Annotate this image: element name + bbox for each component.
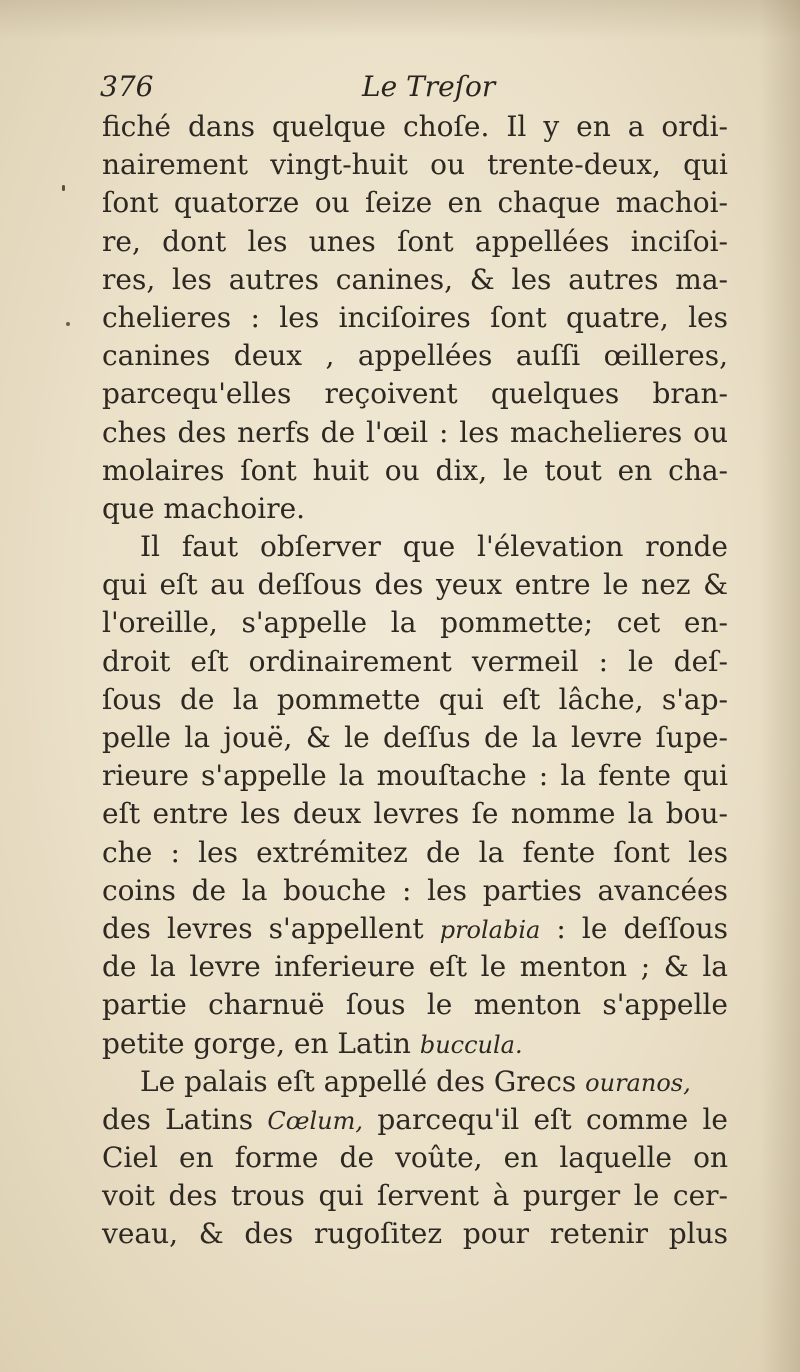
ink-speck (62, 185, 65, 191)
text-line: eſt entre les deux levres ſe nomme la bou- (102, 797, 728, 831)
text-line: ſont quatorze ou ſeize en chaque machoi- (102, 186, 728, 220)
text-line: que machoire. (102, 491, 306, 525)
ink-speck (66, 322, 70, 326)
text-line: petite gorge, en Latin buccula. (102, 1026, 523, 1060)
text-line: molaires ſont huit ou dix, le tout en cha- (102, 453, 728, 487)
latin-term: buccula. (419, 1030, 523, 1059)
text-line: voit des trous qui ſervent à purger le cer- (102, 1179, 728, 1213)
text-line: ches des nerfs de l'œil : les machelieres ou (102, 415, 728, 449)
text-line: pelle la jouë, & le deſſus de la levre ſupe- (102, 721, 728, 754)
text-line: res, les autres canines, & les autres ma- (102, 262, 728, 296)
text-line: rieure s'appelle la mouſtache : la fente qui (102, 759, 728, 793)
text-line: ſous de la pommette qui eſt lâche, s'ap- (102, 682, 728, 716)
page-gutter-shading (760, 0, 800, 1372)
latin-term: Cœlum, (267, 1106, 364, 1135)
body-text (102, 108, 728, 1254)
paragraph-first-line: Il faut obſerver que l'élevation ronde (140, 530, 728, 564)
text-line: re, dont les unes ſont appellées inciſoi- (102, 224, 728, 258)
text-line: fiché dans quelque choſe. Il y en a ordi- (102, 110, 728, 143)
text-line: chelieres : les inciſoires ſont quatre, les (102, 300, 728, 334)
paragraph-first-line: Le palais eſt appellé des Grecs ouranos, (140, 1064, 691, 1098)
text-line: des Latins Cœlum, parcequ'il eſt comme le (102, 1102, 729, 1136)
text-line: l'oreille, s'appelle la pommette; cet en- (102, 606, 728, 640)
latin-term: prolabia (439, 915, 541, 944)
running-head: Le Treſor (362, 70, 496, 103)
text-line: partie charnuë ſous le menton s'appelle (102, 988, 728, 1022)
text-line: nairement vingt-huit ou trente-deux, qui (102, 148, 728, 182)
page-top-shading (0, 0, 800, 40)
text-line: coins de la bouche : les parties avancées (102, 873, 728, 907)
text-line: Ciel en forme de voûte, en laquelle on (102, 1141, 728, 1175)
text-line: des levres s'appellent prolabia : le deſſous (102, 911, 728, 945)
page-number: 376 (100, 70, 154, 103)
greek-term: ouranos, (585, 1068, 691, 1097)
text-line: che : les extrémitez de la fente ſont les (102, 835, 728, 869)
text-line: droit eſt ordinairement vermeil : le deſ- (102, 644, 728, 678)
text-line: parcequ'elles reçoivent quelques bran- (102, 377, 728, 411)
text-line: qui eſt au deſſous des yeux entre le nez & (102, 568, 728, 602)
text-line: de la levre inferieure eſt le menton ; & la (102, 950, 728, 984)
text-line: canines deux , appellées auſſi œilleres, (102, 339, 728, 373)
text-line: veau, & des rugoſitez pour retenir plus (102, 1217, 728, 1251)
page-header (100, 70, 740, 110)
